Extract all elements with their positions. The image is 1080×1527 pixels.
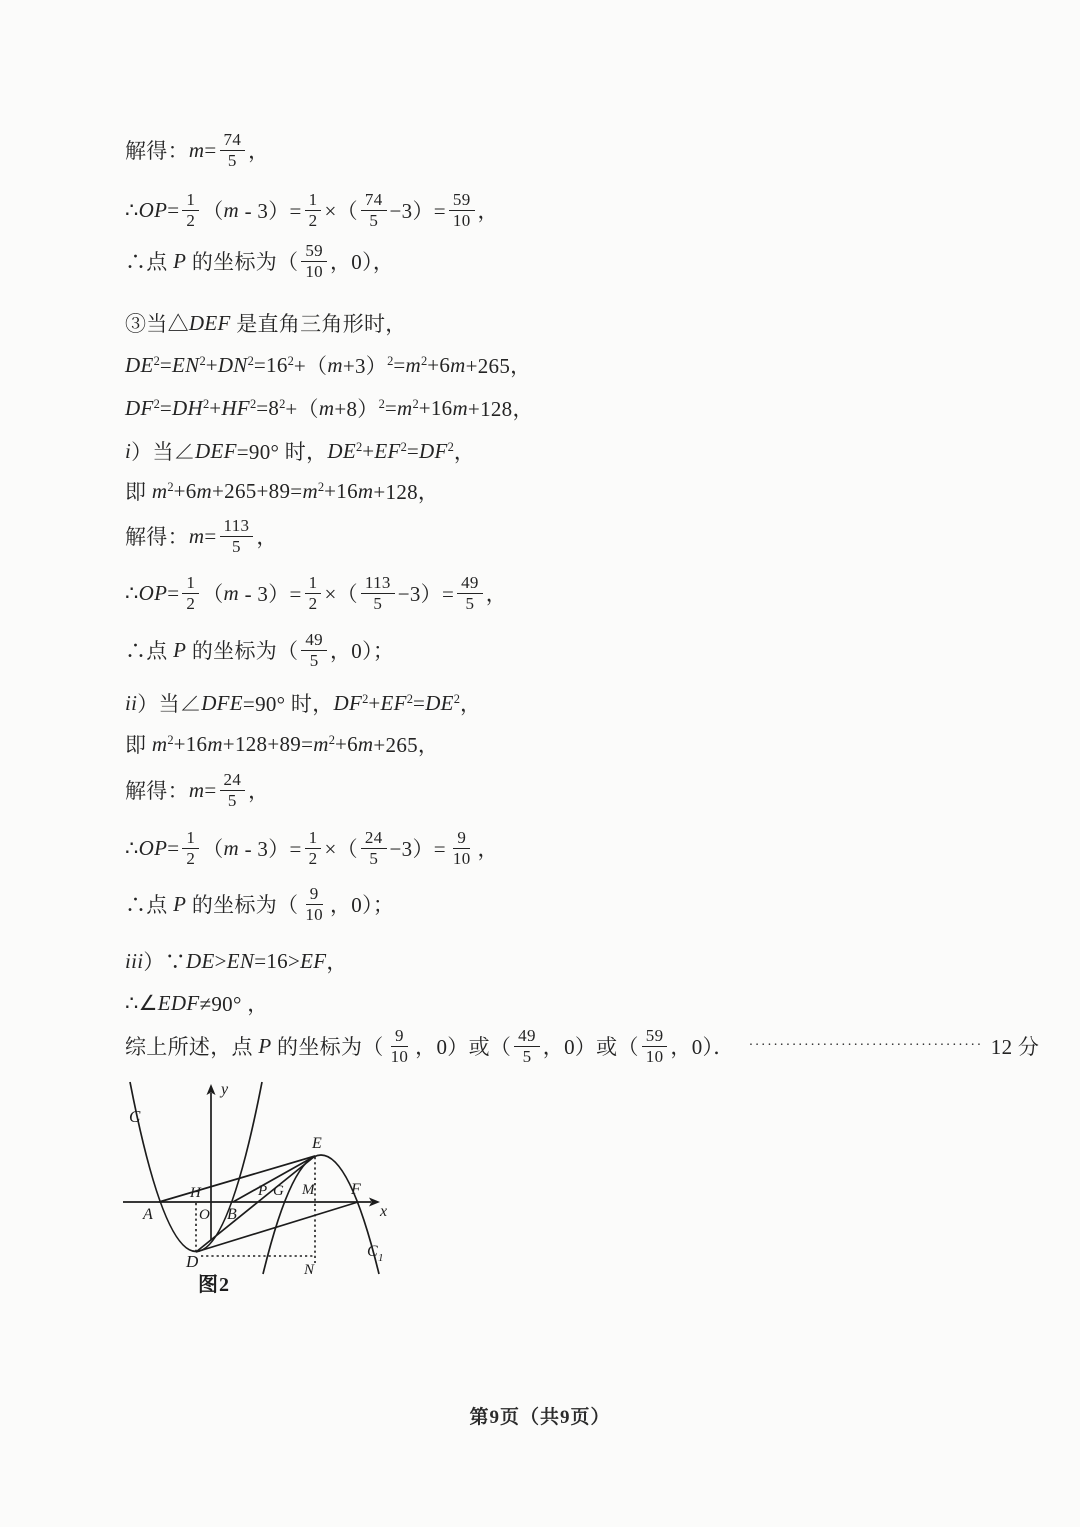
fraction-numerator: 49 xyxy=(301,630,327,651)
power-base: m xyxy=(405,352,421,377)
math-text: （ xyxy=(202,199,224,224)
math-text: m xyxy=(357,478,374,503)
math-line xyxy=(125,516,278,556)
power-term xyxy=(268,396,285,421)
fraction-numerator: 74 xyxy=(220,130,246,151)
fraction-denominator: 5 xyxy=(227,150,237,170)
math-text: =90° 时， xyxy=(242,692,334,716)
math-text: ）∵ xyxy=(143,950,187,974)
fraction-numerator: 49 xyxy=(457,573,483,594)
math-text: ，0）． xyxy=(670,1035,735,1060)
power-exponent: 2 xyxy=(406,691,414,706)
math-text: ， xyxy=(477,837,499,862)
math-line xyxy=(125,573,507,613)
math-text: +265+89= xyxy=(212,478,303,503)
math-text: ∴点 xyxy=(125,893,174,918)
math-text: +16 xyxy=(418,395,453,420)
power-base: m xyxy=(313,731,329,756)
fraction-numerator: 59 xyxy=(642,1026,668,1047)
power-term xyxy=(397,396,419,421)
math-text: m xyxy=(188,137,205,162)
math-text: ∴点 xyxy=(125,639,174,664)
math-text: + xyxy=(362,438,375,463)
math-text: ， xyxy=(460,692,482,716)
power-term xyxy=(302,479,324,504)
power-exponent: 2 xyxy=(287,353,294,368)
math-text: ③当△ xyxy=(125,312,189,336)
math-line xyxy=(125,688,481,718)
power-base: m xyxy=(151,731,168,756)
power-base: m xyxy=(396,395,413,420)
math-text: ， xyxy=(256,525,278,550)
power-term xyxy=(172,396,209,421)
math-text: P xyxy=(173,248,187,273)
math-text: ，0）； xyxy=(329,893,395,918)
math-text: +（ xyxy=(285,397,319,421)
power-term xyxy=(125,396,160,421)
figure-label: x xyxy=(380,1203,388,1220)
fraction xyxy=(182,573,199,613)
math-text: iii xyxy=(125,948,144,973)
fraction-denominator: 10 xyxy=(452,848,471,868)
math-text: OP xyxy=(138,580,168,605)
figure-caption: 图2 xyxy=(198,1274,230,1296)
power-exponent: 2 xyxy=(279,396,286,411)
power-exponent: 2 xyxy=(153,353,160,368)
power-exponent: 2 xyxy=(453,691,461,706)
math-text: = xyxy=(204,523,217,548)
figure-label: 1 xyxy=(378,1252,384,1264)
math-text: + xyxy=(368,690,381,715)
math-text: ×（ xyxy=(324,199,358,224)
math-text: EF xyxy=(300,948,327,973)
math-text: ∴∠ xyxy=(125,990,158,1015)
math-line xyxy=(125,436,475,466)
power-term xyxy=(334,691,369,716)
power-base: EF xyxy=(374,438,401,463)
math-text: −3）= xyxy=(389,837,446,862)
math-text: +6 xyxy=(334,731,358,756)
fraction-denominator: 5 xyxy=(522,1046,532,1066)
power-exponent: 2 xyxy=(412,396,419,411)
fraction-numerator: 59 xyxy=(449,190,475,211)
fraction-numerator: 113 xyxy=(361,573,395,594)
power-base: m xyxy=(302,478,318,503)
math-text: = xyxy=(256,395,269,420)
math-text: 的坐标为（ xyxy=(186,639,299,664)
fraction-denominator: 10 xyxy=(390,1046,409,1066)
math-text: m xyxy=(207,731,223,756)
math-text: m xyxy=(223,835,240,860)
dotted-leader: ······································ xyxy=(748,1038,983,1054)
fraction xyxy=(387,1026,413,1066)
power-term xyxy=(218,353,254,378)
math-text: 解得： xyxy=(125,779,189,804)
figure-label: P xyxy=(258,1183,268,1199)
math-text: +6 xyxy=(427,352,451,377)
power-base: DE xyxy=(125,352,154,377)
math-text: = xyxy=(393,352,406,377)
math-text: ，0）； xyxy=(329,639,395,664)
power-exponent: 2 xyxy=(317,479,325,494)
page-footer: 第9页（共9页） xyxy=(469,1407,611,1428)
figure-label: O xyxy=(199,1207,210,1223)
figure-graph xyxy=(115,1078,405,1308)
math-text: i xyxy=(125,438,132,463)
power-base: DF xyxy=(333,690,363,715)
math-text: =90° 时， xyxy=(236,440,328,464)
math-text: m xyxy=(327,352,343,377)
math-line xyxy=(125,988,269,1018)
fraction xyxy=(301,630,327,670)
power-term xyxy=(152,479,174,504)
power-exponent: 2 xyxy=(447,439,454,454)
figure-label: C xyxy=(129,1107,141,1126)
fraction-numerator: 9 xyxy=(453,828,470,849)
figure-label: A xyxy=(143,1206,153,1223)
math-text: P xyxy=(258,1033,272,1058)
math-text: +8） xyxy=(334,397,379,421)
math-text: m xyxy=(318,395,335,420)
fraction-denominator: 5 xyxy=(373,593,383,613)
math-text: = xyxy=(384,395,397,420)
power-exponent: 2 xyxy=(362,691,369,706)
math-text: m xyxy=(188,523,205,548)
math-line xyxy=(125,190,499,230)
math-text: ×（ xyxy=(324,837,358,862)
power-exponent: 2 xyxy=(202,396,210,411)
math-text: ∴ xyxy=(125,835,139,860)
power-term xyxy=(381,691,414,716)
figure-label: C xyxy=(367,1243,378,1260)
math-text: DE xyxy=(186,948,215,973)
fraction-denominator: 5 xyxy=(369,848,379,868)
figure-label: y xyxy=(221,1081,229,1098)
math-text: +（ xyxy=(293,354,328,378)
fraction xyxy=(220,130,246,170)
fraction-denominator: 2 xyxy=(186,593,196,613)
figure-label: H xyxy=(190,1185,201,1201)
math-text: EN xyxy=(226,948,255,973)
math-line xyxy=(125,241,394,281)
power-exponent: 2 xyxy=(378,396,385,411)
math-line xyxy=(125,770,269,810)
math-text: - 3）= xyxy=(239,199,302,224)
power-exponent: 2 xyxy=(199,353,206,368)
math-text: 的坐标为（ xyxy=(186,893,299,918)
math-text: = xyxy=(167,835,180,860)
power-term xyxy=(152,732,174,757)
math-text: +16 xyxy=(324,478,358,503)
fraction-numerator: 1 xyxy=(182,828,199,849)
math-text: +265， xyxy=(373,733,440,757)
math-text: 的坐标为（ xyxy=(271,1035,384,1060)
math-text: −3）= xyxy=(397,582,455,607)
math-text: +128， xyxy=(467,397,534,421)
fraction-denominator: 5 xyxy=(227,790,237,810)
math-text: = xyxy=(204,137,217,162)
fraction xyxy=(642,1026,668,1066)
power-exponent: 2 xyxy=(387,353,394,368)
power-exponent: 2 xyxy=(153,396,160,411)
math-text: ， xyxy=(326,950,348,974)
math-line xyxy=(125,130,269,170)
math-line xyxy=(125,1026,1039,1066)
fraction xyxy=(301,884,327,924)
math-text: ∴ xyxy=(125,197,139,222)
math-text: 即 xyxy=(125,480,152,504)
fraction-denominator: 5 xyxy=(369,210,379,230)
fraction-numerator: 113 xyxy=(220,516,254,537)
math-text: = xyxy=(413,690,426,715)
fraction-numerator: 9 xyxy=(391,1026,408,1047)
figure-label: F xyxy=(351,1181,361,1198)
fraction-denominator: 10 xyxy=(645,1046,664,1066)
power-exponent: 2 xyxy=(247,353,254,368)
math-text: m xyxy=(223,197,240,222)
power-base: 8 xyxy=(268,395,280,420)
math-text: = xyxy=(406,438,420,463)
power-exponent: 2 xyxy=(167,479,174,494)
fraction-denominator: 2 xyxy=(308,593,318,613)
fraction xyxy=(301,241,327,281)
math-text: + xyxy=(209,395,222,420)
fraction xyxy=(449,828,475,868)
math-text: +16 xyxy=(173,731,208,756)
math-text: = xyxy=(204,777,217,802)
math-line xyxy=(125,630,394,670)
power-exponent: 2 xyxy=(328,732,335,747)
math-text: ii xyxy=(125,690,138,715)
math-text: ，0）或（ xyxy=(415,1035,512,1060)
fraction xyxy=(182,828,199,868)
math-text: ， xyxy=(248,779,270,804)
power-base: DE xyxy=(425,690,454,715)
math-text: ∴点 xyxy=(125,250,174,275)
math-text: （ xyxy=(202,837,224,862)
fraction-numerator: 1 xyxy=(182,573,199,594)
math-text: 解得： xyxy=(125,139,189,164)
power-base: DN xyxy=(217,352,248,377)
power-base: DF xyxy=(419,438,448,463)
math-text: ， xyxy=(485,582,508,607)
power-term xyxy=(419,439,454,464)
math-text: ）当∠ xyxy=(131,440,196,464)
math-text: P xyxy=(173,637,187,662)
math-text: = xyxy=(253,352,267,377)
power-exponent: 2 xyxy=(167,732,174,747)
power-base: DE xyxy=(327,438,356,463)
math-text: ×（ xyxy=(324,582,358,607)
power-term xyxy=(374,439,407,464)
math-text: P xyxy=(173,891,187,916)
fraction-denominator: 2 xyxy=(308,848,318,868)
fraction-numerator: 1 xyxy=(305,190,322,211)
math-text: +128， xyxy=(373,480,440,504)
fraction-denominator: 2 xyxy=(186,210,196,230)
power-term xyxy=(405,353,427,378)
math-line xyxy=(125,946,348,976)
fraction-numerator: 24 xyxy=(220,770,246,791)
fraction xyxy=(182,190,199,230)
math-text: ，0）或（ xyxy=(542,1035,639,1060)
math-text: 解得： xyxy=(125,525,189,550)
fraction xyxy=(449,190,475,230)
math-text: = xyxy=(167,580,180,605)
figure-label: B xyxy=(227,1206,237,1223)
fraction-denominator: 2 xyxy=(308,210,318,230)
math-text: ， xyxy=(248,139,270,164)
math-text: OP xyxy=(138,197,168,222)
math-text: ）当∠ xyxy=(137,692,202,716)
math-text: = xyxy=(167,197,180,222)
fraction xyxy=(305,190,322,230)
fraction xyxy=(361,573,395,613)
figure-label: M xyxy=(302,1182,315,1198)
math-text: +265， xyxy=(465,354,532,378)
math-text: OP xyxy=(138,835,168,860)
segment-a-e xyxy=(159,1156,315,1202)
power-term xyxy=(172,353,206,378)
fraction-numerator: 49 xyxy=(514,1026,540,1047)
math-text: EDF xyxy=(157,990,200,1015)
fraction-numerator: 59 xyxy=(301,241,327,262)
math-text: ∴ xyxy=(125,580,139,605)
figure-label: E xyxy=(312,1135,322,1152)
math-text: DFE xyxy=(201,690,243,715)
power-term xyxy=(425,691,460,716)
power-base: 16 xyxy=(266,352,288,377)
power-base: m xyxy=(151,478,168,503)
parabola-c-curve xyxy=(130,1082,262,1252)
fraction-numerator: 1 xyxy=(305,828,322,849)
power-base: DH xyxy=(172,395,203,420)
power-exponent: 2 xyxy=(355,439,363,454)
math-text: m xyxy=(450,352,466,377)
power-base: EF xyxy=(380,690,407,715)
fraction xyxy=(361,190,387,230)
math-text: = xyxy=(159,352,172,377)
math-line xyxy=(125,393,534,423)
power-term xyxy=(327,439,362,464)
fraction xyxy=(361,828,387,868)
power-exponent: 2 xyxy=(400,439,407,454)
math-text: （ xyxy=(202,582,224,607)
fraction xyxy=(457,573,483,613)
fraction-numerator: 74 xyxy=(361,190,387,211)
math-line xyxy=(125,828,499,868)
math-text: - 3）= xyxy=(239,837,302,862)
math-text: m xyxy=(223,580,240,605)
math-line xyxy=(125,729,439,759)
math-line xyxy=(125,884,394,924)
math-text: +3） xyxy=(342,354,388,378)
math-text: 的坐标为（ xyxy=(186,250,299,275)
math-text: 即 xyxy=(125,733,152,757)
math-text: ，0）， xyxy=(329,250,395,275)
fraction-denominator: 5 xyxy=(309,650,319,670)
power-base: EN xyxy=(172,352,200,377)
fraction-numerator: 24 xyxy=(361,828,387,849)
fraction xyxy=(305,573,322,613)
fraction-denominator: 10 xyxy=(452,210,471,230)
math-line xyxy=(125,476,439,506)
fraction-denominator: 5 xyxy=(232,536,241,556)
math-text: = xyxy=(159,395,172,420)
math-text: −3）= xyxy=(389,199,446,224)
fraction-denominator: 10 xyxy=(305,904,323,924)
math-text: +128+89= xyxy=(222,731,314,756)
math-text: DEF xyxy=(195,438,237,463)
fraction xyxy=(514,1026,540,1066)
math-text: =16> xyxy=(254,948,301,973)
power-base: DF xyxy=(125,395,154,420)
math-text: m xyxy=(196,478,212,503)
math-text: - 3）= xyxy=(239,582,302,607)
math-text: 12 分 xyxy=(990,1035,1040,1060)
power-term xyxy=(125,353,160,378)
math-text: ， xyxy=(453,440,476,464)
math-text: DEF xyxy=(188,310,231,335)
math-text: m xyxy=(357,731,374,756)
figure-labels xyxy=(129,1081,387,1278)
figure-label: D xyxy=(186,1252,199,1271)
math-text: 综上所述，点 xyxy=(125,1035,259,1060)
fraction xyxy=(220,770,246,810)
math-line xyxy=(125,350,531,380)
power-exponent: 2 xyxy=(420,353,428,368)
fraction-numerator: 9 xyxy=(306,884,323,905)
math-text: m xyxy=(188,777,205,802)
fraction-numerator: 1 xyxy=(305,573,322,594)
figure-label: G xyxy=(273,1183,284,1199)
fraction-denominator: 10 xyxy=(305,261,323,281)
math-text: ≠90° ， xyxy=(199,992,269,1016)
fraction xyxy=(220,516,254,556)
figure-label: N xyxy=(304,1262,315,1278)
power-exponent: 2 xyxy=(249,396,257,411)
fraction-denominator: 5 xyxy=(465,593,475,613)
math-text: ， xyxy=(477,199,499,224)
math-line xyxy=(125,308,407,338)
fraction-denominator: 2 xyxy=(186,848,196,868)
segment-d-e xyxy=(196,1156,315,1252)
power-base: HF xyxy=(221,395,250,420)
math-text: m xyxy=(452,395,468,420)
math-text: 是直角三角形时， xyxy=(230,312,407,336)
power-term xyxy=(266,353,294,378)
fraction-numerator: 1 xyxy=(182,190,199,211)
math-text: +6 xyxy=(173,478,197,503)
power-term xyxy=(313,732,335,757)
math-text: > xyxy=(214,948,227,973)
fraction xyxy=(305,828,322,868)
power-term xyxy=(221,396,256,421)
math-text: + xyxy=(205,352,218,377)
